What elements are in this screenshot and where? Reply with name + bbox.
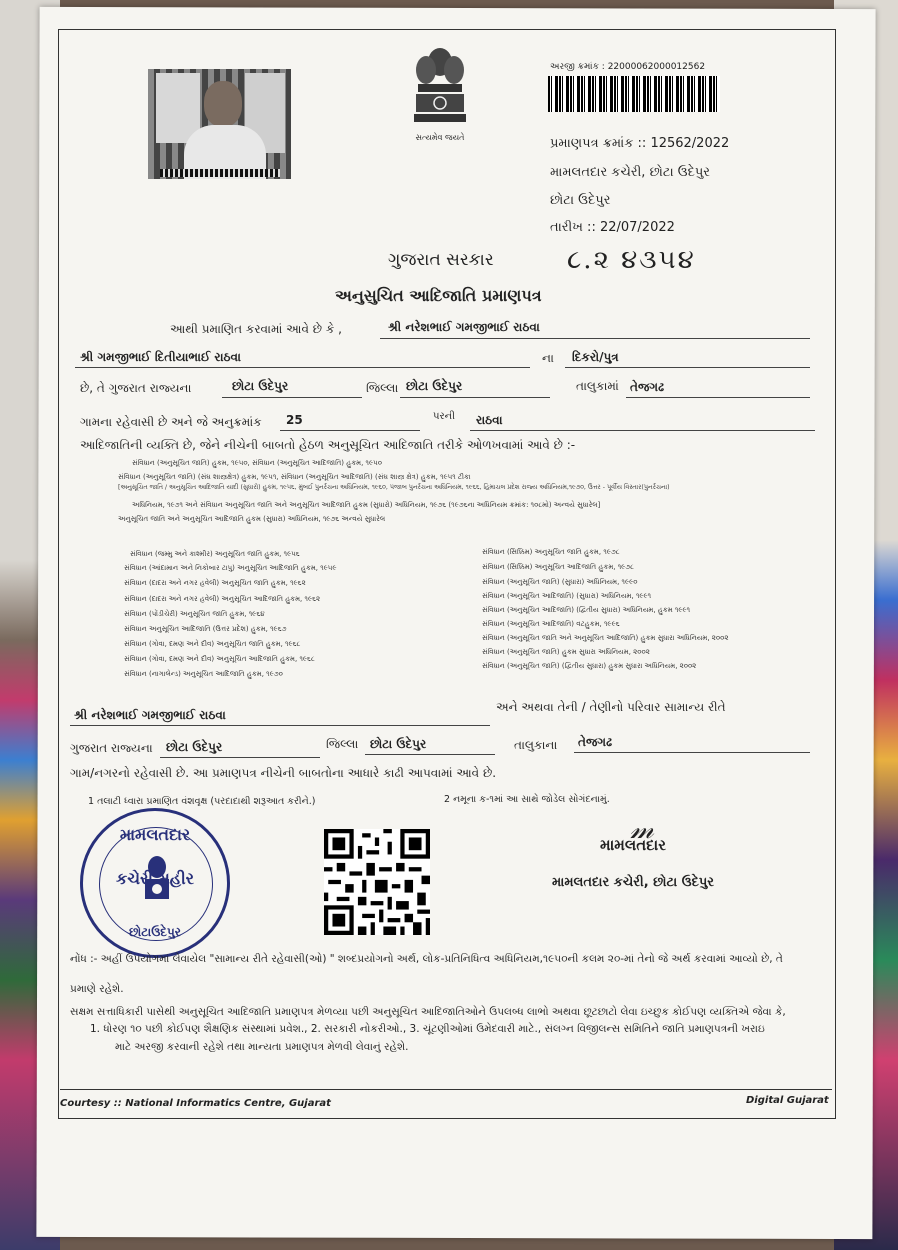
application-number: અરજી ક્રમાંક : 22000062000012562 (550, 62, 706, 72)
order-right: સંવિધાન (અનુસૂચિત આદિજાતિ) (દ્વિતીય સુધારા) અધિનિયમ, હુકમ ૧૯૯૧ (482, 606, 691, 614)
order-right: સંવિધાન (સિક્કિમ) અનુસૂચિત જાતિ હુકમ, ૧૯૭૮ (482, 548, 620, 556)
na-label: ના (542, 351, 554, 365)
taluka-label: તાલુકામાં (576, 379, 619, 393)
residence-district-2: છોટા ઉદેપુર (370, 737, 427, 751)
serial-number: 25 (286, 413, 303, 427)
note-line-1: નોંધ :- અહીં ઉપયોગમાં લેવાયેલ "સામાન્ય રીતે રહેવાસી(ઓ) " શબ્દપ્રયોગનો અર્થ, લોક-પ્રતિનિધિત્વ અધિનિયમ,૧૯૫૦ની કલમ ૨૦-માં તેનો જે અર્થ કરવામાં આવ્યો છે, તે (70, 953, 783, 965)
family-text: અને અથવા તેની / તેણીનો પરિવાર સામાન્ય રીતે (496, 700, 726, 714)
order-line: સંવિધાન (અનુસૂચિત જાતિ) (સંઘ શાસ્ત્રક્ષેત્ર) હુકમ, ૧૯૫૧, સંવિધાન (અનુસૂચિત આદિજાતિ) (સંઘ શાસ્ત્ર ક્ષેત્ર) હુકમ, ૧૯૫૧ ટીકા (118, 473, 471, 481)
order-right: સંવિધાન (અનુસૂચિત આદિજાતિ) (સુધારા) અધિનિયમ, ૧૯૯૧ (482, 592, 652, 600)
certificate-number: પ્રમાણપત્ર ક્રમાંક :: 12562/2022 (550, 136, 730, 151)
signatory-office: મામલતદાર કચેરી, છોટા ઉદેપુર (552, 875, 714, 890)
resident-prefix: ગામના રહેવાસી છે અને જે અનુક્રમાંક (80, 415, 262, 429)
issuing-place: છોટા ઉદેપુર (550, 193, 611, 208)
residence-district-1: છોટા ઉદેપુર (166, 740, 223, 754)
order-left: સંવિધાન (ગોવા, દમણ અને દીવ) અનુસૂચિત જાતિ હુકમ, ૧૯૬૮ (124, 640, 301, 648)
residence-district-label: જિલ્લા (326, 737, 359, 751)
tribe-recognition-text: આદિજાતિની વ્યક્તિ છે, જેને નીચેની બાબતો હેઠળ અનુસૂચિત આદિજાતિ તરીકે ઓળખવામાં આવે છે :- (80, 438, 576, 452)
footer-brand: Digital Gujarat (746, 1095, 829, 1106)
issue-date: તારીખ :: 22/07/2022 (550, 220, 675, 235)
order-right: સંવિધાન (અનુસૂચિત જાતિ) હુકમ સુધારા અધિનિયમ, ૨૦૦૨ (482, 648, 650, 656)
emblem-motto: સત્યમેવ જયતે (415, 133, 465, 142)
signatory-title: મામલતદાર (600, 836, 666, 854)
order-left: સંવિધાન (જમ્મુ અને કાશ્મીર) અનુસૂચિત જાતિ હુકમ, ૧૯૫૬ (130, 550, 300, 558)
order-line: સંવિધાન (અનુસૂચિત જાતિ) હુકમ, ૧૯૫૦, સંવિધાન (અનુસૂચિત આદિજાતિ) હુકમ, ૧૯૫૦ (132, 459, 382, 467)
para-line-2: 1. ધોરણ ૧૦ પછી કોઈપણ શૈક્ષણિક સંસ્થામાં પ્રવેશ., 2. સરકારી નોકરીઓ., 3. ચૂંટણીઓમાં ઉમેદવારી માટે., સંલગ્ન વિજીલન્સ સમિતિને જાતિ પ્રમાણપત્રની ખરાઇ (90, 1023, 765, 1035)
seal-middle-text: કચેરી મહીર (115, 869, 195, 888)
order-right: સંવિધાન (અનુસૂચિત આદિજાતિ) વટહુકમ, ૧૯૯૬ (482, 620, 620, 628)
applicant-photo (148, 69, 291, 179)
district-1: છોટા ઉદેપુર (232, 379, 289, 393)
footer-divider (60, 1089, 832, 1090)
note-line-2: પ્રમાણે રહેશે. (70, 983, 124, 995)
residence-taluka: તેજગઢ (578, 735, 613, 749)
basis-item-2: 2 નમૂના ક-૧માં આ સાથે જોડેલ સોગંદનામું. (444, 794, 610, 805)
order-left: સંવિધાન (ગોવા, દમણ અને દીવ) અનુસૂચિત આદિજાતિ હુકમ, ૧૯૬૮ (124, 655, 315, 663)
order-line: અધિનિયમ, ૧૯૭૧ અને સંવિધાન અનુસૂચિત જાતિ અને અનુસૂચિત આદિજાતિ હુકમ (સુધારો) અધિનિયમ, ૧૯૭૬ (૧૯૭૬ના અધિનિયમ ક્રમાંક: ૧૦૮મો) અન્વયે સુધારેલ] (132, 501, 601, 509)
order-left: સંવિધાન (પોંડીચેરી) અનુસૂચિત જાતિ હુકમ, ૧૯૬૪ (124, 610, 265, 618)
residence-taluka-label: તાલુકાના (514, 738, 558, 752)
order-right: સંવિધાન (અનુસૂચિત જાતિ અને અનુસૂચિત આદિજાતિ) હુકમ સુધારા અધિનિયમ, ૨૦૦૨ (482, 634, 729, 642)
certificate-title: અનુસુચિત આદિજાતિ પ્રમાણપત્ર (335, 286, 542, 305)
handwritten-number: ૮.૨ ૪૩૫૪ (567, 245, 696, 275)
district-label: જિલ્લા (366, 381, 399, 395)
signature-scribble: 𝓂 (630, 812, 654, 845)
qr-code (324, 829, 430, 935)
order-left: સંવિધાન (નાગાલેન્ડ) અનુસૂચિત આદિજાતિ હુકમ, ૧૯૭૦ (124, 670, 283, 678)
order-right: સંવિધાન (સિક્કિમ) અનુસૂચિત આદિજાતિ હુકમ, ૧૯૭૮ (482, 563, 635, 571)
para-line-1: સક્ષમ સત્તાધિકારી પાસેથી અનુસૂચિત આદિજાતિ પ્રમાણપત્ર મેળવ્યા પછી અનુસૂચિત આદિજાતિઓને ઉપલબ્ધ લાભો અથવા છૂટછાટો લેવા ઇચ્છુક કોઈપણ વ્યક્તિએ જેવા કે, (70, 1006, 786, 1018)
residence-state-prefix: ગુજરાત રાજ્યના (70, 741, 153, 755)
order-line: [અનુસૂચિત જાતિ / અનુસૂચિત આદિજાતિ યાદી (સુધારો) હુકમ, ૧૯૫૬, મુંબઈ પુનર્રચના અધિનિયમ, ૧૯૬૦, પંજાબ પુનર્રચના અધિનિયમ, ૧૯૬૬, હિમાચલ પ્રદેશ રાજ્ય અધિનિયમ,૧૯૭૦, ઉત્તર - પૂર્વીય વિસ્તાર(પુનર્રચના) (118, 484, 670, 491)
seal-top-text: મામલતદાર (119, 825, 191, 844)
order-left: સંવિધાન અનુસૂચિત આદિજાતિ (ઉત્તર પ્રદેશ) હુકમ, ૧૯૬૭ (124, 625, 287, 633)
government-title: ગુજરાત સરકાર (388, 250, 494, 270)
order-left: સંવિધાન (આંદામાન અને નિકોબાર ટાપુ) અનુસૂચિત આદિજાતિ હુકમ, ૧૯૫૯ (124, 564, 337, 572)
order-left: સંવિધાન (દાદરા અને નગર હવેલી) અનુસૂચિત જાતિ હુકમ, ૧૯૬૨ (124, 579, 306, 587)
district-2: છોટા ઉદેપુર (406, 379, 463, 393)
issuing-office: મામલતદાર કચેરી, છોટા ઉદેપુર (550, 165, 711, 180)
order-right: સંવિધાન (અનુસૂચિત જાતિ) (સુધારા) અધિનિયમ, ૧૯૯૦ (482, 578, 638, 586)
relation: દિકરો/પુત્ર (572, 350, 619, 364)
footer-courtesy: Courtesy :: National Informatics Centre, Gujarat (60, 1098, 331, 1109)
order-left: સંવિધાન (દાદરા અને નગર હવેલી) અનુસૂચિત આદિજાતિ હુકમ, ૧૯૬૨ (124, 595, 321, 603)
seal-bottom-text: છોટાઉદેપુર (129, 925, 181, 939)
par-ni-label: પરની (433, 411, 455, 422)
national-emblem-icon (404, 44, 476, 144)
father-name: શ્રી ગમજીભાઈ દિતીયાભાઈ રાઠવા (80, 350, 241, 364)
order-line: અનુસૂચિત જાતિ અને અનુસૂચિત આદિજાતિ હુકમ (સુધારા) અધિનિયમ, ૧૯૭૬ અન્વયે સુધારેલ (118, 515, 386, 523)
basis-item-1: 1 તલાટી ધ્વારા પ્રમાણિત વંશવૃક્ષ (પરદાદાથી શરૂઆત કરીને.) (88, 796, 316, 807)
taluka: તેજગઢ (630, 380, 665, 394)
person-name-repeat: શ્રી નરેશભાઈ ગમજીભાઈ રાઠવા (74, 708, 226, 722)
barcode (548, 76, 720, 112)
para-line-3: માટે અરજી કરવાની રહેશે તથા માન્યતા પ્રમાણપત્ર મેળવી લેવાનું રહેશે. (115, 1041, 409, 1053)
tribe-name: રાઠવા (476, 413, 503, 427)
certify-prefix: આથી પ્રમાણિત કરવામાં આવે છે કે , (170, 322, 342, 336)
person-name: શ્રી નરેશભાઈ ગમજીભાઈ રાઠવા (388, 320, 540, 334)
state-prefix: છે, તે ગુજરાત રાજ્યના (80, 381, 192, 395)
order-right: સંવિધાન (અનુસૂચિત જાતિ) (દ્વિતીય સુધારા) હુકમ સુધારા અધિનિયમ, ૨૦૦૨ (482, 662, 697, 670)
mamlatdar-office-seal (80, 808, 230, 958)
village-text: ગામ/નગરનો રહેવાસી છે. આ પ્રમાણપત્ર નીચેની બાબતોના આધારે કાઢી આપવામાં આવે છે. (70, 766, 497, 780)
